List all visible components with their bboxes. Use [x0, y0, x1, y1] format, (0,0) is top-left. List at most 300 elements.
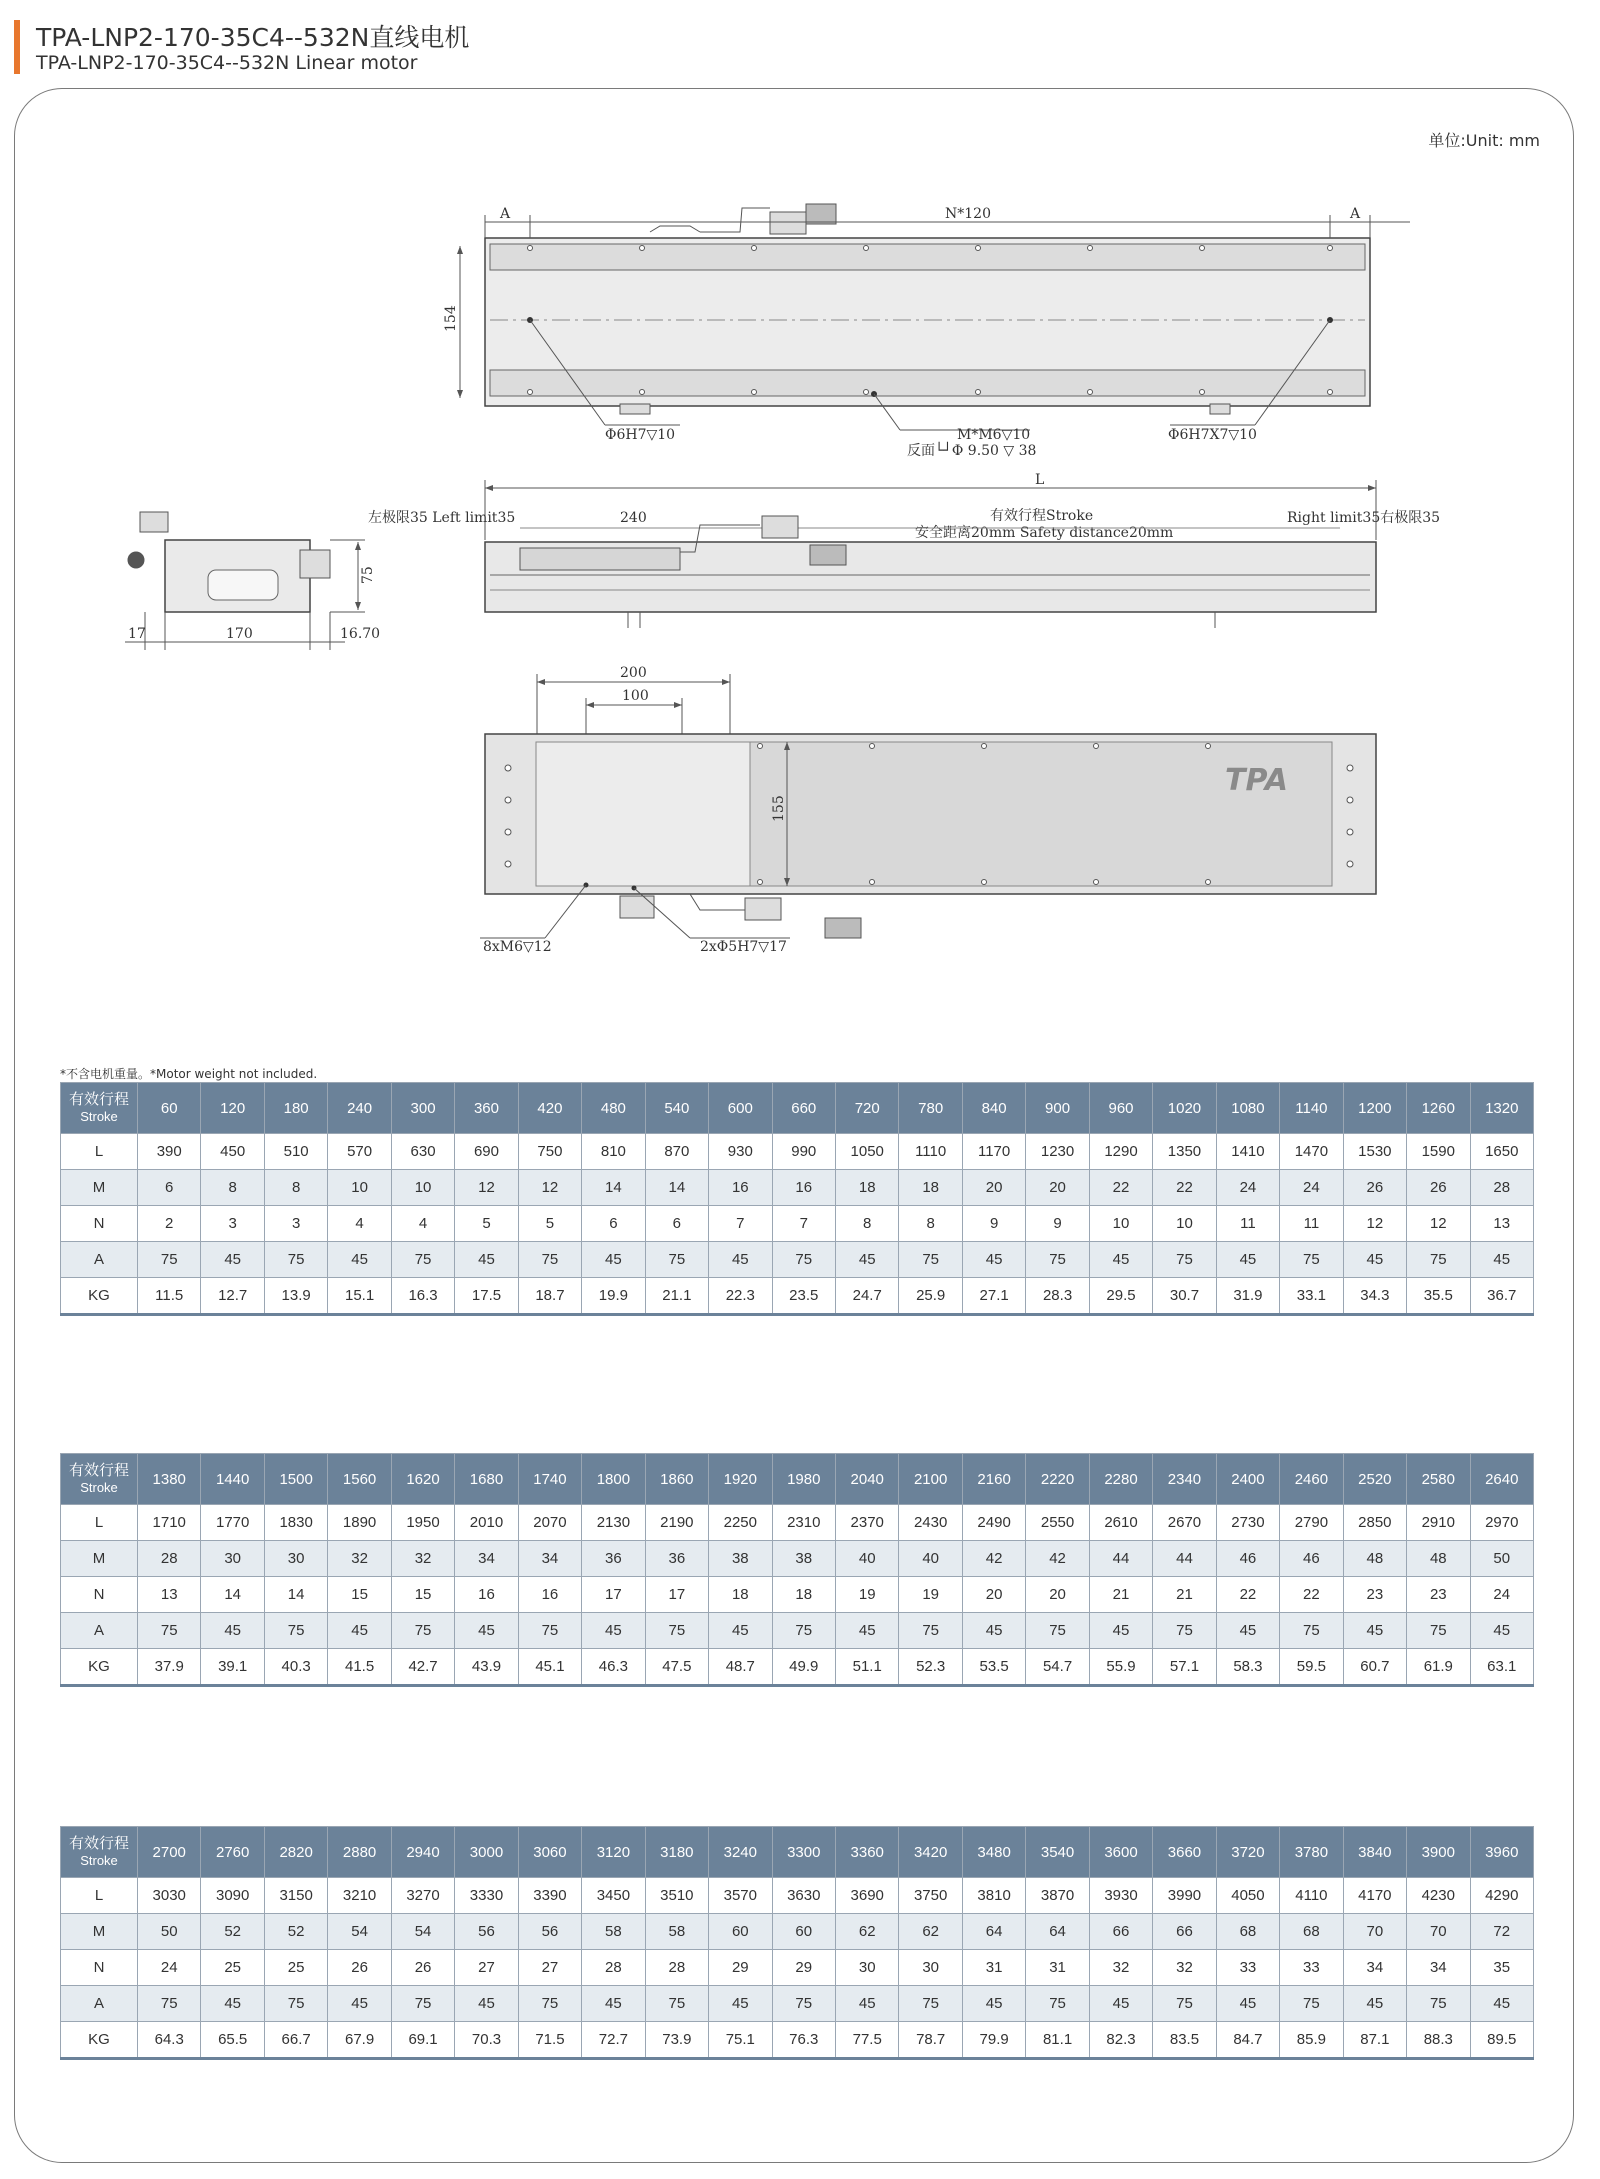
table-cell: 1170	[962, 1134, 1025, 1170]
table-cell: 78.7	[899, 2022, 962, 2059]
stroke-value: 3180	[645, 1827, 708, 1878]
table-cell: 55.9	[1089, 1649, 1152, 1686]
stroke-value: 1920	[709, 1454, 772, 1505]
table-cell: 35.5	[1407, 1278, 1470, 1315]
table-cell: 1410	[1216, 1134, 1279, 1170]
table-cell: 56	[455, 1914, 518, 1950]
table-cell: 2070	[518, 1505, 581, 1541]
stroke-value: 480	[582, 1083, 645, 1134]
table-cell: 8	[264, 1170, 327, 1206]
table-cell: 45	[1216, 1613, 1279, 1649]
table-cell: 60	[772, 1914, 835, 1950]
table-cell: 28	[582, 1950, 645, 1986]
table-cell: 45	[1216, 1242, 1279, 1278]
table-cell: 45	[962, 1242, 1025, 1278]
stroke-value: 2940	[391, 1827, 454, 1878]
stroke-value: 2040	[835, 1454, 898, 1505]
table-cell: 45	[1089, 1242, 1152, 1278]
table-cell: 70	[1407, 1914, 1470, 1950]
stroke-value: 2460	[1280, 1454, 1343, 1505]
table-cell: 79.9	[962, 2022, 1025, 2059]
stroke-value: 3120	[582, 1827, 645, 1878]
table-row	[61, 1505, 1534, 1541]
row-label: M	[61, 1541, 138, 1577]
table-cell: 45	[201, 1242, 264, 1278]
stroke-value: 2640	[1470, 1454, 1533, 1505]
table-cell: 45	[1216, 1986, 1279, 2022]
stroke-value: 900	[1026, 1083, 1089, 1134]
row-label: KG	[61, 2022, 138, 2059]
stroke-header	[61, 1083, 138, 1134]
table-cell: 11	[1280, 1206, 1343, 1242]
table-cell: 25	[264, 1950, 327, 1986]
table-cell: 45	[962, 1613, 1025, 1649]
stroke-value: 2700	[138, 1827, 201, 1878]
table-cell: 12	[1407, 1206, 1470, 1242]
stroke-value: 1320	[1470, 1083, 1533, 1134]
table-cell: 75	[1153, 1986, 1216, 2022]
row-label: M	[61, 1170, 138, 1206]
table-cell: 30	[264, 1541, 327, 1577]
stroke-value: 2400	[1216, 1454, 1279, 1505]
spec-table	[60, 1082, 1534, 1316]
table-cell: 68	[1216, 1914, 1279, 1950]
table-cell: 44	[1089, 1541, 1152, 1577]
table-cell: 690	[455, 1134, 518, 1170]
stroke-header-cn: 有效行程	[68, 1835, 129, 1852]
table-cell: 89.5	[1470, 2022, 1533, 2059]
table-cell: 18	[835, 1170, 898, 1206]
stroke-value: 60	[138, 1083, 201, 1134]
table-cell: 570	[328, 1134, 391, 1170]
table-cell: 57.1	[1153, 1649, 1216, 1686]
table-cell: 75	[518, 1613, 581, 1649]
table-cell: 1830	[264, 1505, 327, 1541]
table-cell: 12	[1343, 1206, 1406, 1242]
table-cell: 2250	[709, 1505, 772, 1541]
table-cell: 810	[582, 1134, 645, 1170]
table-cell: 8	[201, 1170, 264, 1206]
table-cell: 45	[328, 1242, 391, 1278]
stroke-value: 3480	[962, 1827, 1025, 1878]
table-cell: 67.9	[328, 2022, 391, 2059]
table-cell: 34	[1343, 1950, 1406, 1986]
table-cell: 22	[1280, 1577, 1343, 1613]
stroke-value: 3000	[455, 1827, 518, 1878]
table-cell: 3390	[518, 1878, 581, 1914]
table-cell: 63.1	[1470, 1649, 1533, 1686]
table-cell: 45	[709, 1986, 772, 2022]
table-cell: 69.1	[391, 2022, 454, 2059]
table-cell: 51.1	[835, 1649, 898, 1686]
table-cell: 45	[1470, 1986, 1533, 2022]
table-cell: 31	[962, 1950, 1025, 1986]
dim-length: L	[1035, 472, 1045, 488]
table-cell: 72	[1470, 1914, 1533, 1950]
table-cell: 5	[518, 1206, 581, 1242]
table-cell: 45	[709, 1613, 772, 1649]
table-cell: 630	[391, 1134, 454, 1170]
table-cell: 870	[645, 1134, 708, 1170]
stroke-value: 2520	[1343, 1454, 1406, 1505]
table-cell: 85.9	[1280, 2022, 1343, 2059]
table-cell: 1470	[1280, 1134, 1343, 1170]
table-cell: 75	[391, 1613, 454, 1649]
page-subtitle: TPA-LNP2-170-35C4--532N Linear motor	[36, 52, 418, 74]
table-cell: 75	[645, 1242, 708, 1278]
table-cell: 61.9	[1407, 1649, 1470, 1686]
table-cell: 10	[391, 1170, 454, 1206]
right-limit-label: Right limit35右极限35	[1287, 510, 1441, 526]
table-cell: 75	[138, 1986, 201, 2022]
table-cell: 28	[1470, 1170, 1533, 1206]
table-cell: 59.5	[1280, 1649, 1343, 1686]
left-limit-label: 左极限35 Left limit35	[368, 510, 516, 526]
table-cell: 10	[1089, 1206, 1152, 1242]
table-cell: 12.7	[201, 1278, 264, 1315]
table-cell: 2670	[1153, 1505, 1216, 1541]
table-cell: 48	[1343, 1541, 1406, 1577]
table-cell: 3570	[709, 1878, 772, 1914]
table-cell: 45	[582, 1986, 645, 2022]
table-cell: 48	[1407, 1541, 1470, 1577]
table-cell: 45	[835, 1242, 898, 1278]
stroke-value: 660	[772, 1083, 835, 1134]
table-cell: 30	[899, 1950, 962, 1986]
dim-240: 240	[620, 510, 647, 526]
table-cell: 16	[772, 1170, 835, 1206]
hole-mid-back-label: 反面└┘Φ 9.50 ▽ 38	[907, 443, 1037, 459]
table-cell: 54	[328, 1914, 391, 1950]
table-cell: 3990	[1153, 1878, 1216, 1914]
stroke-value: 1560	[328, 1454, 391, 1505]
stroke-value: 1020	[1153, 1083, 1216, 1134]
stroke-value: 1380	[138, 1454, 201, 1505]
stroke-header-en: Stroke	[80, 1853, 118, 1868]
table-cell: 75	[264, 1242, 327, 1278]
table-cell: 45	[201, 1613, 264, 1649]
table-cell: 48.7	[709, 1649, 772, 1686]
table-cell: 87.1	[1343, 2022, 1406, 2059]
table-cell: 45	[709, 1242, 772, 1278]
dim-height: 154	[443, 305, 459, 332]
table-cell: 3150	[264, 1878, 327, 1914]
dim-155: 155	[771, 795, 787, 822]
table-cell: 53.5	[962, 1649, 1025, 1686]
table-cell: 75	[1407, 1242, 1470, 1278]
unit-label: 单位:Unit: mm	[1428, 131, 1540, 150]
table-cell: 9	[1026, 1206, 1089, 1242]
stroke-value: 2760	[201, 1827, 264, 1878]
table-cell: 40	[835, 1541, 898, 1577]
row-label: L	[61, 1878, 138, 1914]
row-label: L	[61, 1134, 138, 1170]
table-cell: 30	[201, 1541, 264, 1577]
table-cell: 32	[1089, 1950, 1152, 1986]
table-cell: 18	[899, 1170, 962, 1206]
row-label: A	[61, 1986, 138, 2022]
table-cell: 75	[772, 1613, 835, 1649]
dim-16-70: 16.70	[340, 626, 381, 642]
table-cell: 42	[1026, 1541, 1089, 1577]
stroke-value: 3780	[1280, 1827, 1343, 1878]
table-cell: 25	[201, 1950, 264, 1986]
tpa-logo: TPA	[1225, 763, 1288, 798]
table-cell: 15	[328, 1577, 391, 1613]
table-cell: 75	[1407, 1613, 1470, 1649]
table-cell: 17.5	[455, 1278, 518, 1315]
stroke-header-cn: 有效行程	[68, 1091, 129, 1108]
table-cell: 66	[1153, 1914, 1216, 1950]
stroke-value: 3720	[1216, 1827, 1279, 1878]
stroke-value: 720	[835, 1083, 898, 1134]
stroke-value: 1200	[1343, 1083, 1406, 1134]
table-cell: 1350	[1153, 1134, 1216, 1170]
table-cell: 20	[962, 1170, 1025, 1206]
table-cell: 62	[899, 1914, 962, 1950]
table-cell: 36	[582, 1541, 645, 1577]
table-cell: 11	[1216, 1206, 1279, 1242]
table-header-row	[61, 1083, 1534, 1134]
table-cell: 75	[518, 1986, 581, 2022]
holes-pin-label: 2xΦ5H7▽17	[700, 939, 787, 955]
table-cell: 45	[582, 1242, 645, 1278]
table-cell: 390	[138, 1134, 201, 1170]
table-row	[61, 1242, 1534, 1278]
table-cell: 6	[138, 1170, 201, 1206]
table-cell: 75	[899, 1242, 962, 1278]
table-cell: 45	[455, 1613, 518, 1649]
stroke-value: 2580	[1407, 1454, 1470, 1505]
table-cell: 13.9	[264, 1278, 327, 1315]
table-cell: 21	[1153, 1577, 1216, 1613]
table-header-row	[61, 1454, 1534, 1505]
table-cell: 3	[201, 1206, 264, 1242]
stroke-value: 840	[962, 1083, 1025, 1134]
table-cell: 2910	[1407, 1505, 1470, 1541]
table-cell: 32	[328, 1541, 391, 1577]
table-cell: 75	[899, 1613, 962, 1649]
spec-table	[60, 1453, 1534, 1687]
stroke-value: 540	[645, 1083, 708, 1134]
table-cell: 19.9	[582, 1278, 645, 1315]
table-cell: 45	[201, 1986, 264, 2022]
table-cell: 46.3	[582, 1649, 645, 1686]
table-cell: 990	[772, 1134, 835, 1170]
table-cell: 75	[138, 1613, 201, 1649]
table-cell: 21.1	[645, 1278, 708, 1315]
table-cell: 75	[645, 1986, 708, 2022]
table-cell: 66	[1089, 1914, 1152, 1950]
table-cell: 65.5	[201, 2022, 264, 2059]
table-cell: 43.9	[455, 1649, 518, 1686]
table-cell: 930	[709, 1134, 772, 1170]
stroke-header	[61, 1454, 138, 1505]
side-view	[368, 472, 1440, 628]
holes-m6-label: 8xM6▽12	[483, 939, 552, 955]
table-cell: 52	[201, 1914, 264, 1950]
table-cell: 750	[518, 1134, 581, 1170]
table-cell: 37.9	[138, 1649, 201, 1686]
stroke-value: 1860	[645, 1454, 708, 1505]
table-cell: 49.9	[772, 1649, 835, 1686]
row-label: L	[61, 1505, 138, 1541]
table-cell: 46	[1216, 1541, 1279, 1577]
stroke-value: 1260	[1407, 1083, 1470, 1134]
table-cell: 4	[328, 1206, 391, 1242]
table-cell: 4050	[1216, 1878, 1279, 1914]
table-cell: 42.7	[391, 1649, 454, 1686]
stroke-value: 300	[391, 1083, 454, 1134]
stroke-value: 1980	[772, 1454, 835, 1505]
page-title: TPA-LNP2-170-35C4--532N直线电机	[36, 23, 470, 52]
table-cell: 24	[1280, 1170, 1343, 1206]
table-cell: 1110	[899, 1134, 962, 1170]
table-cell: 70	[1343, 1914, 1406, 1950]
hole-right-label: Φ6H7X7▽10	[1168, 427, 1257, 443]
table-cell: 2010	[455, 1505, 518, 1541]
table-cell: 22	[1089, 1170, 1152, 1206]
row-label: N	[61, 1577, 138, 1613]
table-cell: 40	[899, 1541, 962, 1577]
table-cell: 32	[1153, 1950, 1216, 1986]
table-cell: 60	[709, 1914, 772, 1950]
table-cell: 66.7	[264, 2022, 327, 2059]
bottom-view	[480, 665, 1376, 955]
table-cell: 28	[138, 1541, 201, 1577]
table-cell: 8	[899, 1206, 962, 1242]
table-cell: 33	[1280, 1950, 1343, 1986]
dim-17: 17	[128, 626, 146, 642]
row-label: KG	[61, 1649, 138, 1686]
table-cell: 45	[835, 1613, 898, 1649]
stroke-value: 2220	[1026, 1454, 1089, 1505]
table-cell: 34	[1407, 1950, 1470, 1986]
table-cell: 29	[709, 1950, 772, 1986]
dim-100: 100	[622, 688, 649, 704]
dim-200: 200	[620, 665, 647, 681]
stroke-value: 2160	[962, 1454, 1025, 1505]
table-cell: 4110	[1280, 1878, 1343, 1914]
stroke-value: 3300	[772, 1827, 835, 1878]
table-cell: 56	[518, 1914, 581, 1950]
table-cell: 30.7	[1153, 1278, 1216, 1315]
table-row	[61, 1986, 1534, 2022]
stroke-label: 有效行程Stroke	[990, 508, 1094, 524]
table-cell: 75	[1026, 1986, 1089, 2022]
table-cell: 58	[645, 1914, 708, 1950]
table-cell: 26	[1343, 1170, 1406, 1206]
table-row	[61, 1878, 1534, 1914]
table-cell: 45	[962, 1986, 1025, 2022]
table-cell: 36.7	[1470, 1278, 1533, 1315]
stroke-value: 240	[328, 1083, 391, 1134]
dim-75: 75	[360, 566, 376, 584]
table-cell: 82.3	[1089, 2022, 1152, 2059]
table-cell: 1950	[391, 1505, 454, 1541]
stroke-value: 420	[518, 1083, 581, 1134]
table-cell: 33.1	[1280, 1278, 1343, 1315]
table-cell: 75	[264, 1986, 327, 2022]
table-cell: 12	[518, 1170, 581, 1206]
table-cell: 75	[138, 1242, 201, 1278]
stroke-value: 3960	[1470, 1827, 1533, 1878]
table-cell: 45	[328, 1986, 391, 2022]
table-cell: 2310	[772, 1505, 835, 1541]
table-cell: 2550	[1026, 1505, 1089, 1541]
table-cell: 52.3	[899, 1649, 962, 1686]
table-cell: 29	[772, 1950, 835, 1986]
table-cell: 24.7	[835, 1278, 898, 1315]
table-cell: 3270	[391, 1878, 454, 1914]
stroke-value: 3660	[1153, 1827, 1216, 1878]
table-cell: 1290	[1089, 1134, 1152, 1170]
table-cell: 1650	[1470, 1134, 1533, 1170]
table-cell: 34	[518, 1541, 581, 1577]
table-cell: 45	[1343, 1986, 1406, 2022]
table-cell: 33	[1216, 1950, 1279, 1986]
table-cell: 45	[1470, 1242, 1533, 1278]
stroke-value: 2100	[899, 1454, 962, 1505]
table-cell: 17	[645, 1577, 708, 1613]
table-cell: 72.7	[582, 2022, 645, 2059]
table-cell: 25.9	[899, 1278, 962, 1315]
table-cell: 64	[962, 1914, 1025, 1950]
table-row	[61, 1914, 1534, 1950]
table-row	[61, 1649, 1534, 1686]
table-cell: 2130	[582, 1505, 645, 1541]
table-cell: 75	[772, 1986, 835, 2022]
weight-note: *不含电机重量。*Motor weight not included.	[60, 1067, 318, 1081]
stroke-value: 3600	[1089, 1827, 1152, 1878]
table-row	[61, 1577, 1534, 1613]
table-cell: 41.5	[328, 1649, 391, 1686]
stroke-value: 3360	[835, 1827, 898, 1878]
table-cell: 2790	[1280, 1505, 1343, 1541]
stroke-value: 3420	[899, 1827, 962, 1878]
table-cell: 24	[1470, 1577, 1533, 1613]
stroke-value: 360	[455, 1083, 518, 1134]
stroke-value: 1680	[455, 1454, 518, 1505]
table-cell: 5	[455, 1206, 518, 1242]
table-cell: 77.5	[835, 2022, 898, 2059]
table-cell: 24	[138, 1950, 201, 1986]
row-label: M	[61, 1914, 138, 1950]
top-view	[443, 204, 1410, 459]
table-cell: 14	[264, 1577, 327, 1613]
table-cell: 62	[835, 1914, 898, 1950]
row-label: N	[61, 1950, 138, 1986]
table-cell: 6	[582, 1206, 645, 1242]
table-cell: 58.3	[1216, 1649, 1279, 1686]
stroke-value: 1140	[1280, 1083, 1343, 1134]
table-cell: 2370	[835, 1505, 898, 1541]
table-cell: 24	[1216, 1170, 1279, 1206]
table-cell: 7	[772, 1206, 835, 1242]
table-cell: 75	[645, 1613, 708, 1649]
table-cell: 64	[1026, 1914, 1089, 1950]
stroke-value: 180	[264, 1083, 327, 1134]
table-cell: 45	[1089, 1613, 1152, 1649]
table-cell: 16	[518, 1577, 581, 1613]
table-cell: 3030	[138, 1878, 201, 1914]
table-cell: 1890	[328, 1505, 391, 1541]
table-cell: 38	[772, 1541, 835, 1577]
end-view	[125, 512, 380, 650]
table-cell: 21	[1089, 1577, 1152, 1613]
table-cell: 26	[328, 1950, 391, 1986]
table-cell: 60.7	[1343, 1649, 1406, 1686]
